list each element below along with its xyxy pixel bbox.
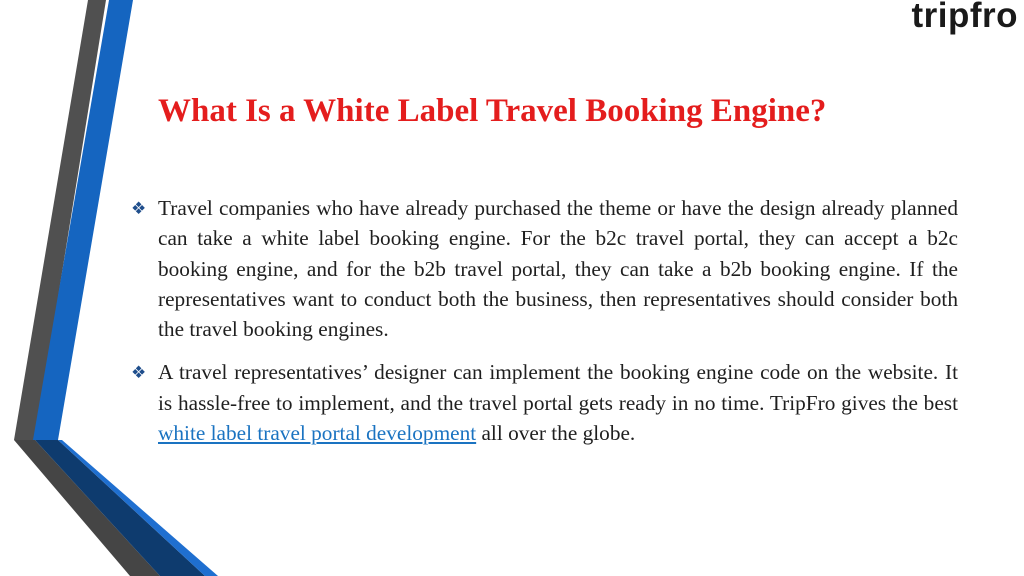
bullet-list [131, 193, 958, 461]
white-label-portal-link[interactable]: white label travel portal development [158, 421, 477, 446]
diamond-bullet-icon: ❖ [131, 199, 147, 218]
bullet-2-text-before-link: A travel representatives’ designer can implement the booking engine code on the website. It is hassle-free to implement, and the travel portal gets ready in no time. TripFro gives the best [158, 360, 958, 415]
bullet-1-text: Travel companies who have already purchased the theme or have the design already planned can take a white label booking engine. For the b2c travel portal, they can accept a b2c booking engine, and for the b2b travel portal, they can take a b2b booking engine. If the representatives want to conduct both the business, then representatives should consider both the travel booking engines. [158, 196, 958, 342]
bullet-item-1 [131, 193, 958, 344]
slide-title: What Is a White Label Travel Booking Engine? [158, 93, 827, 129]
tripfro-logo: tripfro [911, 0, 1018, 35]
diamond-bullet-icon: ❖ [131, 363, 147, 383]
bullet-item-2 [131, 357, 958, 448]
bullet-2-text-after-link: all over the globe. [476, 421, 636, 446]
